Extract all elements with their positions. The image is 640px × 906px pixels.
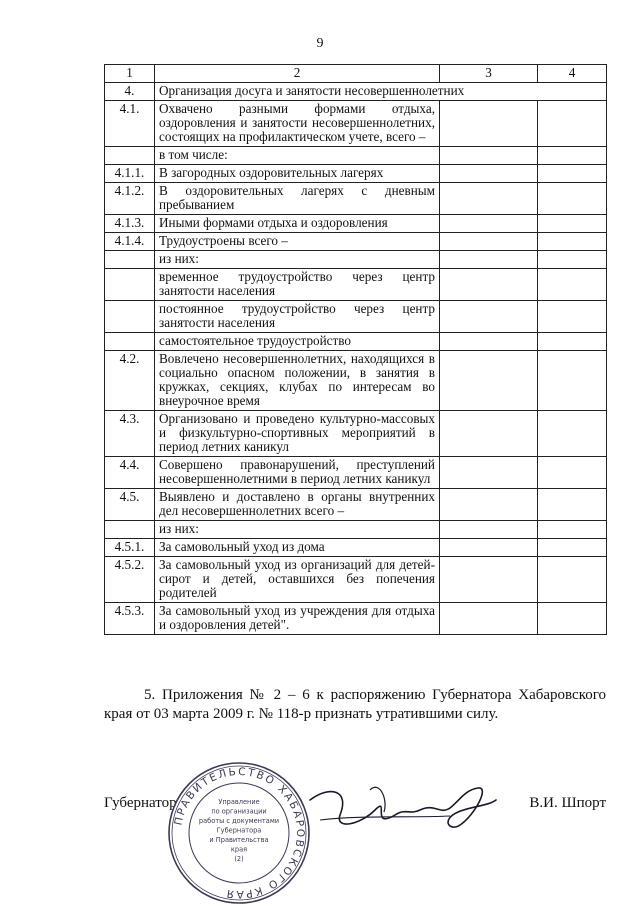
row-label-cell: Вовлечено несовершеннолетних, находящихся в социально опасном положении, в занятия в кружках, секциях, клубах по интересам во внеурочное время bbox=[155, 351, 440, 411]
header-cell: 3 bbox=[440, 65, 538, 83]
table-row bbox=[105, 539, 607, 557]
value-cell bbox=[538, 301, 607, 333]
table-row bbox=[105, 147, 607, 165]
table-row bbox=[105, 603, 607, 635]
row-label-cell: В загородных оздоровительных лагерях bbox=[155, 165, 440, 183]
seal-inner-line: Губернатора bbox=[216, 826, 262, 835]
value-cell bbox=[440, 101, 538, 147]
row-label-cell: из них: bbox=[155, 251, 440, 269]
value-cell bbox=[538, 411, 607, 457]
value-cell bbox=[440, 183, 538, 215]
table-row bbox=[105, 557, 607, 603]
row-label-cell: В оздоровительных лагерях с дневным пребыванием bbox=[155, 183, 440, 215]
table-row bbox=[105, 101, 607, 147]
value-cell bbox=[440, 351, 538, 411]
row-label-cell: временное трудоустройство через центр занятости населения bbox=[155, 269, 440, 301]
page-number: 9 bbox=[316, 36, 324, 51]
seal-inner-line: работы с документами bbox=[198, 817, 280, 825]
value-cell bbox=[538, 215, 607, 233]
row-label-cell: из них: bbox=[155, 521, 440, 539]
value-cell bbox=[538, 183, 607, 215]
value-cell bbox=[538, 457, 607, 489]
row-label-cell: Выявлено и доставлено в органы внутренних дел несовершеннолетних всего – bbox=[155, 489, 440, 521]
value-cell bbox=[538, 603, 607, 635]
row-label-cell: За самовольный уход из дома bbox=[155, 539, 440, 557]
row-number-cell: 4.5.2. bbox=[105, 557, 155, 603]
row-number-cell: 4.2. bbox=[105, 351, 155, 411]
header-cell: 2 bbox=[155, 65, 440, 83]
row-number-cell: 4.3. bbox=[105, 411, 155, 457]
row-label-cell: Совершено правонарушений, преступлений несовершеннолетними в период летних каникул bbox=[155, 457, 440, 489]
row-number-cell bbox=[105, 333, 155, 351]
seal-inner-line: (2) bbox=[234, 855, 244, 863]
table-row bbox=[105, 83, 607, 101]
table-row bbox=[105, 351, 607, 411]
table-row bbox=[105, 165, 607, 183]
row-number-cell bbox=[105, 301, 155, 333]
value-cell bbox=[440, 269, 538, 301]
value-cell bbox=[538, 269, 607, 301]
value-cell bbox=[538, 101, 607, 147]
handwritten-signature bbox=[300, 770, 500, 840]
table-row bbox=[105, 215, 607, 233]
value-cell bbox=[538, 233, 607, 251]
value-cell bbox=[440, 301, 538, 333]
official-seal bbox=[166, 760, 312, 906]
value-cell bbox=[440, 215, 538, 233]
table-row bbox=[105, 333, 607, 351]
table-row bbox=[105, 521, 607, 539]
row-label-cell: Организация досуга и занятости несовершеннолетних bbox=[155, 83, 607, 101]
value-cell bbox=[440, 603, 538, 635]
value-cell bbox=[440, 333, 538, 351]
seal-inner-line: и Правительства bbox=[209, 836, 269, 844]
row-number-cell: 4.5.1. bbox=[105, 539, 155, 557]
value-cell bbox=[538, 333, 607, 351]
seal-inner-text bbox=[199, 798, 279, 863]
table-row bbox=[105, 183, 607, 215]
value-cell bbox=[440, 411, 538, 457]
value-cell bbox=[440, 539, 538, 557]
table-row bbox=[105, 251, 607, 269]
value-cell bbox=[538, 351, 607, 411]
decree-paragraph: 5. Приложения № 2 – 6 к распоряжению Губернатора Хабаровского края от 03 марта 2009 г. № 118-р признать утратившими силу. bbox=[104, 687, 606, 722]
value-cell bbox=[538, 539, 607, 557]
statistics-table bbox=[104, 64, 607, 635]
value-cell bbox=[440, 165, 538, 183]
row-label-cell: За самовольный уход из учреждения для отдыха и оздоровления детей". bbox=[155, 603, 440, 635]
value-cell bbox=[538, 251, 607, 269]
table-row bbox=[105, 411, 607, 457]
table-row bbox=[105, 301, 607, 333]
row-number-cell: 4.1.4. bbox=[105, 233, 155, 251]
value-cell bbox=[538, 147, 607, 165]
row-number-cell: 4.1.3. bbox=[105, 215, 155, 233]
value-cell bbox=[538, 557, 607, 603]
signatory-name: В.И. Шпорт bbox=[529, 795, 606, 811]
header-cell: 1 bbox=[105, 65, 155, 83]
table-row bbox=[105, 489, 607, 521]
row-label-cell: Охвачено разными формами отдыха, оздоровления и занятости несовершеннолетних, состоящих на профилактическом учете, всего – bbox=[155, 101, 440, 147]
row-label-cell: Трудоустроены всего – bbox=[155, 233, 440, 251]
value-cell bbox=[440, 233, 538, 251]
seal-inner-line: по организации bbox=[211, 807, 267, 816]
row-label-cell: Организовано и проведено культурно-массовых и физкультурно-спортивных мероприятий в период летних каникул bbox=[155, 411, 440, 457]
row-label-cell: в том числе: bbox=[155, 147, 440, 165]
seal-inner-line: края bbox=[230, 845, 248, 854]
row-number-cell: 4.5.3. bbox=[105, 603, 155, 635]
row-number-cell: 4.5. bbox=[105, 489, 155, 521]
value-cell bbox=[440, 457, 538, 489]
signatory-title: Губернатор bbox=[104, 795, 177, 811]
value-cell bbox=[440, 147, 538, 165]
row-label-cell: За самовольный уход из организаций для детей-сирот и детей, оставшихся без попечения родителей bbox=[155, 557, 440, 603]
row-number-cell bbox=[105, 147, 155, 165]
value-cell bbox=[440, 489, 538, 521]
value-cell bbox=[538, 165, 607, 183]
table-header-row bbox=[105, 65, 607, 83]
table-row bbox=[105, 457, 607, 489]
row-label-cell: Иными формами отдыха и оздоровления bbox=[155, 215, 440, 233]
row-number-cell bbox=[105, 521, 155, 539]
value-cell bbox=[538, 489, 607, 521]
value-cell bbox=[440, 251, 538, 269]
value-cell bbox=[538, 521, 607, 539]
row-number-cell: 4.1.2. bbox=[105, 183, 155, 215]
seal-ring-text: ПРАВИТЕЛЬСТВО ХАБАРОВСКОГО КРАЯ bbox=[172, 765, 307, 901]
row-label-cell: самостоятельное трудоустройство bbox=[155, 333, 440, 351]
table-row bbox=[105, 233, 607, 251]
row-number-cell: 4. bbox=[105, 83, 155, 101]
value-cell bbox=[440, 557, 538, 603]
seal-inner-line: Управление bbox=[218, 798, 260, 806]
header-cell: 4 bbox=[538, 65, 607, 83]
table-row bbox=[105, 269, 607, 301]
value-cell bbox=[440, 521, 538, 539]
row-number-cell: 4.1.1. bbox=[105, 165, 155, 183]
row-number-cell: 4.1. bbox=[105, 101, 155, 147]
row-number-cell: 4.4. bbox=[105, 457, 155, 489]
row-label-cell: постоянное трудоустройство через центр занятости населения bbox=[155, 301, 440, 333]
row-number-cell bbox=[105, 251, 155, 269]
row-number-cell bbox=[105, 269, 155, 301]
